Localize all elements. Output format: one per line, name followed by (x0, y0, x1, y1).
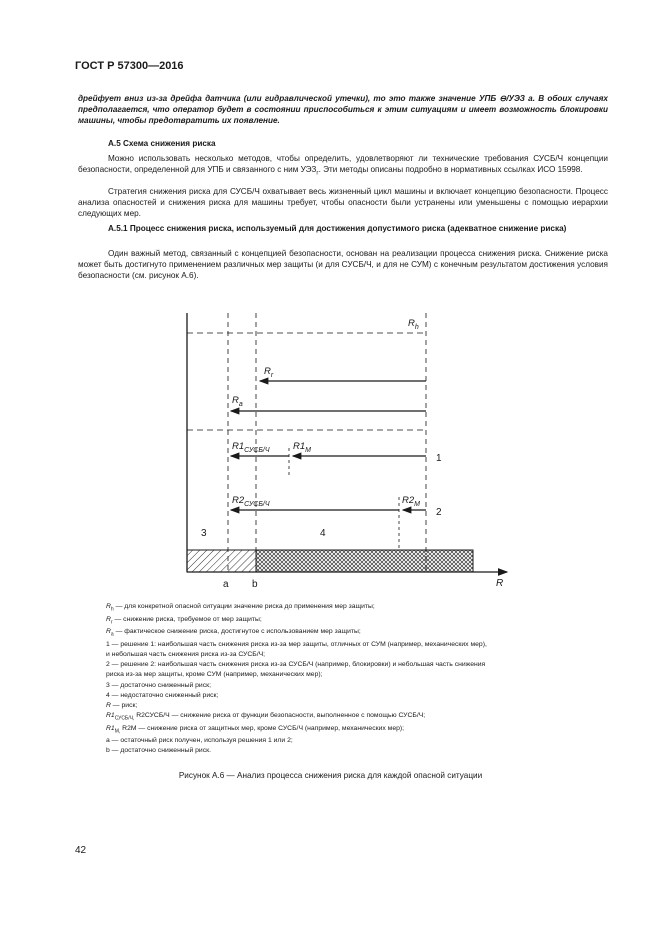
legend-symbol: R (106, 628, 111, 636)
legend-text: — риск; (110, 701, 138, 709)
legend-symbol: R (106, 701, 111, 709)
legend-text: — для конкретной опасной ситуации значение риска до применения мер защиты; (113, 603, 375, 610)
legend-item (106, 627, 616, 640)
legend-item (106, 660, 616, 670)
section-a5-paragraph-1: Можно использовать несколько методов, чтобы определить, удовлетворяют ли технические требования СУСБ/Ч концепции безопасности, определенной для УПБ и связанного с ним $УЭЗ_г$. Эти методы описаны подробно в нормативных ссылках ИСО 15998. (78, 154, 608, 177)
legend-symbol-subscript: СУСБ/Ч, (114, 715, 135, 722)
section-a5-heading: А.5 Схема снижения риска (108, 139, 216, 148)
label-solution-1: 1 (436, 453, 442, 464)
section-a51-heading: А.5.1 Процесс снижения риска, используемый для достижения допустимого риска (адекватное снижение риска) (108, 224, 567, 233)
label-area-3: 3 (201, 528, 207, 539)
legend-item (106, 736, 616, 746)
legend-symbol-subscript: M, (114, 728, 121, 735)
legend-symbol: R (106, 603, 111, 610)
legend-item (106, 681, 616, 691)
section-a51-paragraph-1: Один важный метод, связанный с концепцией безопасности, основан на реализации процесса снижения риска. Снижение риска может быть достигнуто применением различных мер защиты (и для СУСБ/Ч, и для не СУМ) с конечным результатом достижения условия безопасности (см. рисунок А.6). (78, 249, 608, 281)
legend-item (106, 746, 616, 756)
label-ra: $R_a$ (232, 395, 243, 408)
label-area-4: 4 (320, 528, 326, 539)
label-r1m: $R1_M$ (293, 441, 311, 454)
legend-item (106, 724, 616, 737)
legend-symbol: R1 (106, 712, 115, 720)
label-r-axis: R (496, 578, 504, 589)
legend-item (106, 602, 616, 615)
legend-symbol-subscript: h (110, 606, 114, 613)
bar-insufficient (256, 550, 473, 572)
figure-caption: Рисунок А.6 — Анализ процесса снижения риска для каждой опасной ситуации (178, 771, 483, 780)
label-rr: $R_r$ (264, 366, 274, 379)
legend-symbol: R1 (106, 724, 115, 732)
legend-item (106, 670, 616, 680)
legend-symbol-subscript: r (110, 618, 113, 625)
legend-text: b — достаточно сниженный риск. (106, 747, 211, 755)
legend-item (106, 615, 616, 628)
intro-paragraph: дрейфует вниз из-за дрейфа датчика (или гидравлической утечки), то это также значение УПБ ⊖/УЭЗ а. В обоих случаях предполагается, что оператор будет в состоянии приспособиться к этим ситуациям и имеет возможность блокировки машины, чтобы предотвратить их появление. (78, 94, 608, 126)
legend-item (106, 701, 616, 711)
legend-text: — снижение риска, требуемое от мер защиты; (112, 615, 262, 623)
section-a5-paragraph-2: Стратегия снижения риска для СУСБ/Ч охватывает весь жизненный цикл машины и включает концепцию безопасности. Процесс анализа опасностей и снижения риска для машины требует, чтобы опасности были устранены или уменьшены с помощью иерархии следующих мер. (78, 187, 608, 219)
legend-symbol-subscript: a (110, 631, 114, 638)
bar-sufficient (187, 550, 256, 572)
legend-text: R2СУСБ/Ч — снижение риска от функции безопасности, выполненное с помощью СУСБ/Ч; (134, 712, 426, 720)
legend-text: а — остаточный риск получен, используя решения 1 или 2; (106, 737, 293, 745)
legend-item (106, 640, 616, 650)
legend-text: риска из-за мер защиты, кроме СУМ (например, механических мер); (106, 671, 323, 679)
legend-text: 2 — решение 2: наибольшая часть снижения риска из-за СУСБ/Ч (например, блокировки) и небольшая часть снижения (106, 661, 486, 669)
legend-text: 1 — решение 1: наибольшая часть снижения риска из-за мер защиты, отличных от СУМ (например, механических мер), (106, 640, 487, 648)
legend-text: и небольшая часть снижения риска из-за СУСБ/Ч; (106, 650, 266, 658)
legend-text: — фактическое снижение риска, достигнутое с использованием мер защиты; (113, 628, 361, 636)
label-rh: $R_h$ (408, 318, 419, 331)
page-number: 42 (75, 845, 87, 856)
label-r2-susb: $R2_{СУСБ/Ч}$ (232, 495, 270, 508)
legend-text: 4 — недостаточно сниженный риск; (106, 691, 219, 699)
document-header: ГОСТ Р 57300—2016 (75, 60, 184, 72)
legend-item (106, 650, 616, 660)
legend-text: R2M — снижение риска от защитных мер, кроме СУСБ/Ч (например, механических мер); (120, 724, 405, 732)
label-r2m: $R2_M$ (402, 495, 420, 508)
figure-legend (106, 602, 616, 757)
label-solution-2: 2 (436, 507, 442, 518)
legend-text: 3 — достаточно сниженный риск; (106, 681, 211, 689)
legend-item (106, 691, 616, 701)
label-b: b (252, 579, 258, 590)
label-r1-susb: $R1_{СУСБ/Ч}$ (232, 441, 270, 454)
label-a: a (223, 579, 229, 590)
legend-item (106, 711, 616, 724)
legend-symbol: R (106, 615, 111, 623)
